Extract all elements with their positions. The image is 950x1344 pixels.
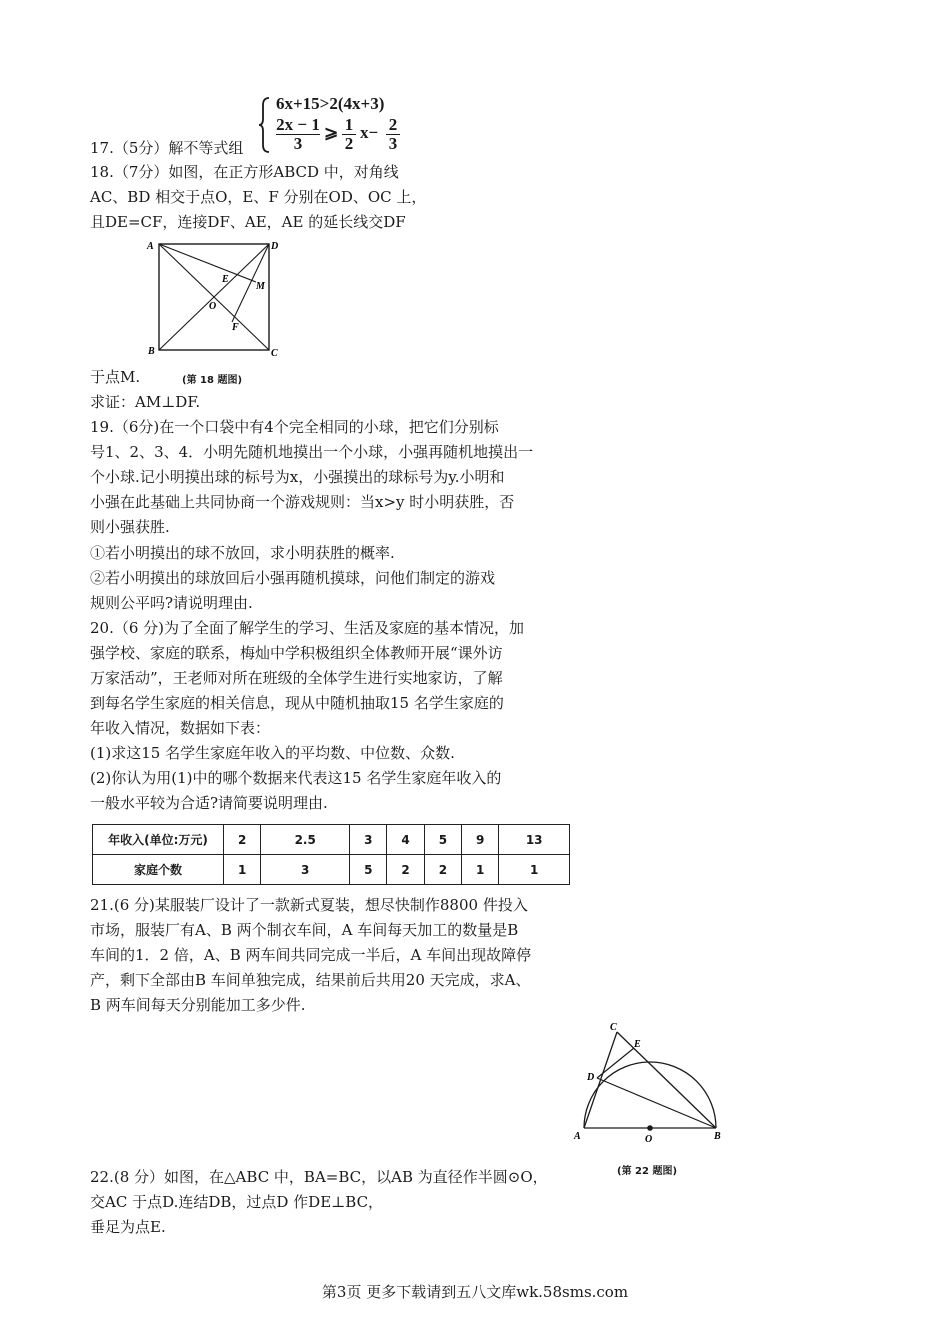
q22-label-a: A: [574, 1131, 581, 1142]
q17-fraction-2: 1 2: [342, 116, 356, 153]
q20-line-3: 万家活动”，王老师对所在班级的全体学生进行实地家访，了解: [90, 669, 503, 687]
q19-line-2: 号1、2、3、4．小明先随机地摸出一个小球，小强再随机地摸出一: [90, 443, 534, 461]
q22-figure-caption: (第 22 题图): [617, 1166, 678, 1177]
table-cell: 2: [424, 855, 461, 885]
left-brace-icon: [258, 96, 272, 154]
q20-line-8: 一般水平较为合适?请简要说明理由.: [90, 794, 328, 812]
table-row-header: 年收入(单位:万元): [93, 825, 224, 855]
q21-line-1: 21.(6 分)某服装厂设计了一款新式夏装，想尽快制作8800 件投入: [90, 896, 528, 914]
q18-line-1: 18.（7分）如图，在正方形ABCD 中，对角线: [90, 163, 399, 181]
table-row: [93, 855, 570, 885]
q18-prove: 求证：AM⊥DF.: [90, 393, 201, 411]
table-cell: 1: [224, 855, 261, 885]
page-footer: 第3页 更多下载请到五八文库wk.58sms.com: [321, 1283, 629, 1301]
table-cell: 2: [387, 855, 424, 885]
q17-geq-symbol: ⩾: [324, 123, 339, 142]
q20-line-5: 年收入情况，数据如下表：: [90, 719, 271, 737]
income-table: [92, 824, 570, 885]
q19-line-6: ①若小明摸出的球不放回，求小明获胜的概率.: [90, 544, 395, 562]
q18-label-e: E: [222, 274, 229, 285]
q21-line-3: 车间的1．2 倍，A、B 两车间共同完成一半后，A 车间出现故障停: [90, 946, 532, 964]
q19-line-4: 小强在此基础上共同协商一个游戏规则：当x>y 时小明获胜，否: [90, 493, 515, 511]
table-row-header: 家庭个数: [93, 855, 224, 885]
table-row: [93, 825, 570, 855]
q18-label-c: C: [271, 348, 278, 359]
q22-line-3: 垂足为点E.: [90, 1218, 166, 1236]
q20-line-7: (2)你认为用(1)中的哪个数据来代表这15 名学生家庭年收入的: [90, 769, 502, 787]
q18-label-a: A: [147, 241, 154, 252]
table-cell: 1: [499, 855, 570, 885]
q17-x-minus: x−: [360, 123, 379, 142]
q18-label-b: B: [148, 346, 155, 357]
q18-line-3: 且DE=CF，连接DF、AE，AE 的延长线交DF: [90, 213, 406, 231]
q19-line-5: 则小强获胜.: [90, 518, 170, 536]
q17-inequality-1: 6x+15>2(4x+3): [276, 94, 385, 113]
q22-label-e: E: [634, 1039, 641, 1050]
q18-line-2: AC、BD 相交于点O，E、F 分别在OD、OC 上，: [90, 188, 427, 206]
q18-label-f: F: [232, 322, 239, 333]
q20-line-2: 强学校、家庭的联系，梅灿中学积极组织全体教师开展“课外访: [90, 644, 503, 662]
table-cell: 3: [261, 855, 350, 885]
q22-label-b: B: [714, 1131, 721, 1142]
table-cell: 3: [350, 825, 387, 855]
table-cell: 5: [424, 825, 461, 855]
q22-line-1: 22.(8 分）如图，在△ABC 中，BA=BC，以AB 为直径作半圆⊙O，: [90, 1168, 548, 1186]
table-cell: 4: [387, 825, 424, 855]
q19-line-1: 19.（6分)在一个口袋中有4个完全相同的小球，把它们分别标: [90, 418, 499, 436]
q18-line-4: 于点M.: [90, 368, 141, 386]
q17-label: 17.（5分）解不等式组: [90, 139, 244, 157]
q22-line-2: 交AC 于点D.连结DB，过点D 作DE⊥BC，: [90, 1193, 384, 1211]
q21-line-2: 市场，服装厂有A、B 两个制衣车间，A 车间每天加工的数量是B: [90, 921, 519, 939]
q22-label-c: C: [610, 1022, 617, 1033]
q20-line-4: 到每名学生家庭的相关信息，现从中随机抽取15 名学生家庭的: [90, 694, 504, 712]
q19-line-8: 规则公平吗?请说明理由.: [90, 594, 253, 612]
q18-square-diagram: [140, 238, 290, 362]
q22-label-d: D: [587, 1072, 595, 1083]
q19-line-7: ②若小明摸出的球放回后小强再随机摸球，问他们制定的游戏: [90, 569, 496, 587]
q19-line-3: 个小球.记小明摸出球的标号为x，小强摸出的球标号为y.小明和: [90, 468, 505, 486]
q20-line-1: 20.（6 分)为了全面了解学生的学习、生活及家庭的基本情况，加: [90, 619, 525, 637]
q22-label-o: O: [645, 1134, 653, 1145]
q17-fraction-1: 2x − 1 3: [276, 115, 320, 153]
table-cell: 2.5: [261, 825, 350, 855]
q18-label-d: D: [271, 241, 279, 252]
table-cell: 13: [499, 825, 570, 855]
q18-label-o: O: [209, 301, 217, 312]
q20-line-6: (1)求这15 名学生家庭年收入的平均数、中位数、众数.: [90, 744, 455, 762]
q21-line-5: B 两车间每天分别能加工多少件.: [90, 996, 306, 1014]
q21-line-4: 产，剩下全部由B 车间单独完成，结果前后共用20 天完成，求A、: [90, 971, 531, 989]
table-cell: 1: [462, 855, 499, 885]
q22-semicircle-diagram: [568, 1018, 728, 1148]
q18-figure-caption: (第 18 题图): [182, 375, 243, 386]
table-cell: 5: [350, 855, 387, 885]
table-cell: 9: [462, 825, 499, 855]
q18-label-m: M: [256, 281, 265, 292]
q17-system: [258, 94, 428, 156]
q17-fraction-3: 2 3: [386, 116, 400, 153]
table-cell: 2: [224, 825, 261, 855]
